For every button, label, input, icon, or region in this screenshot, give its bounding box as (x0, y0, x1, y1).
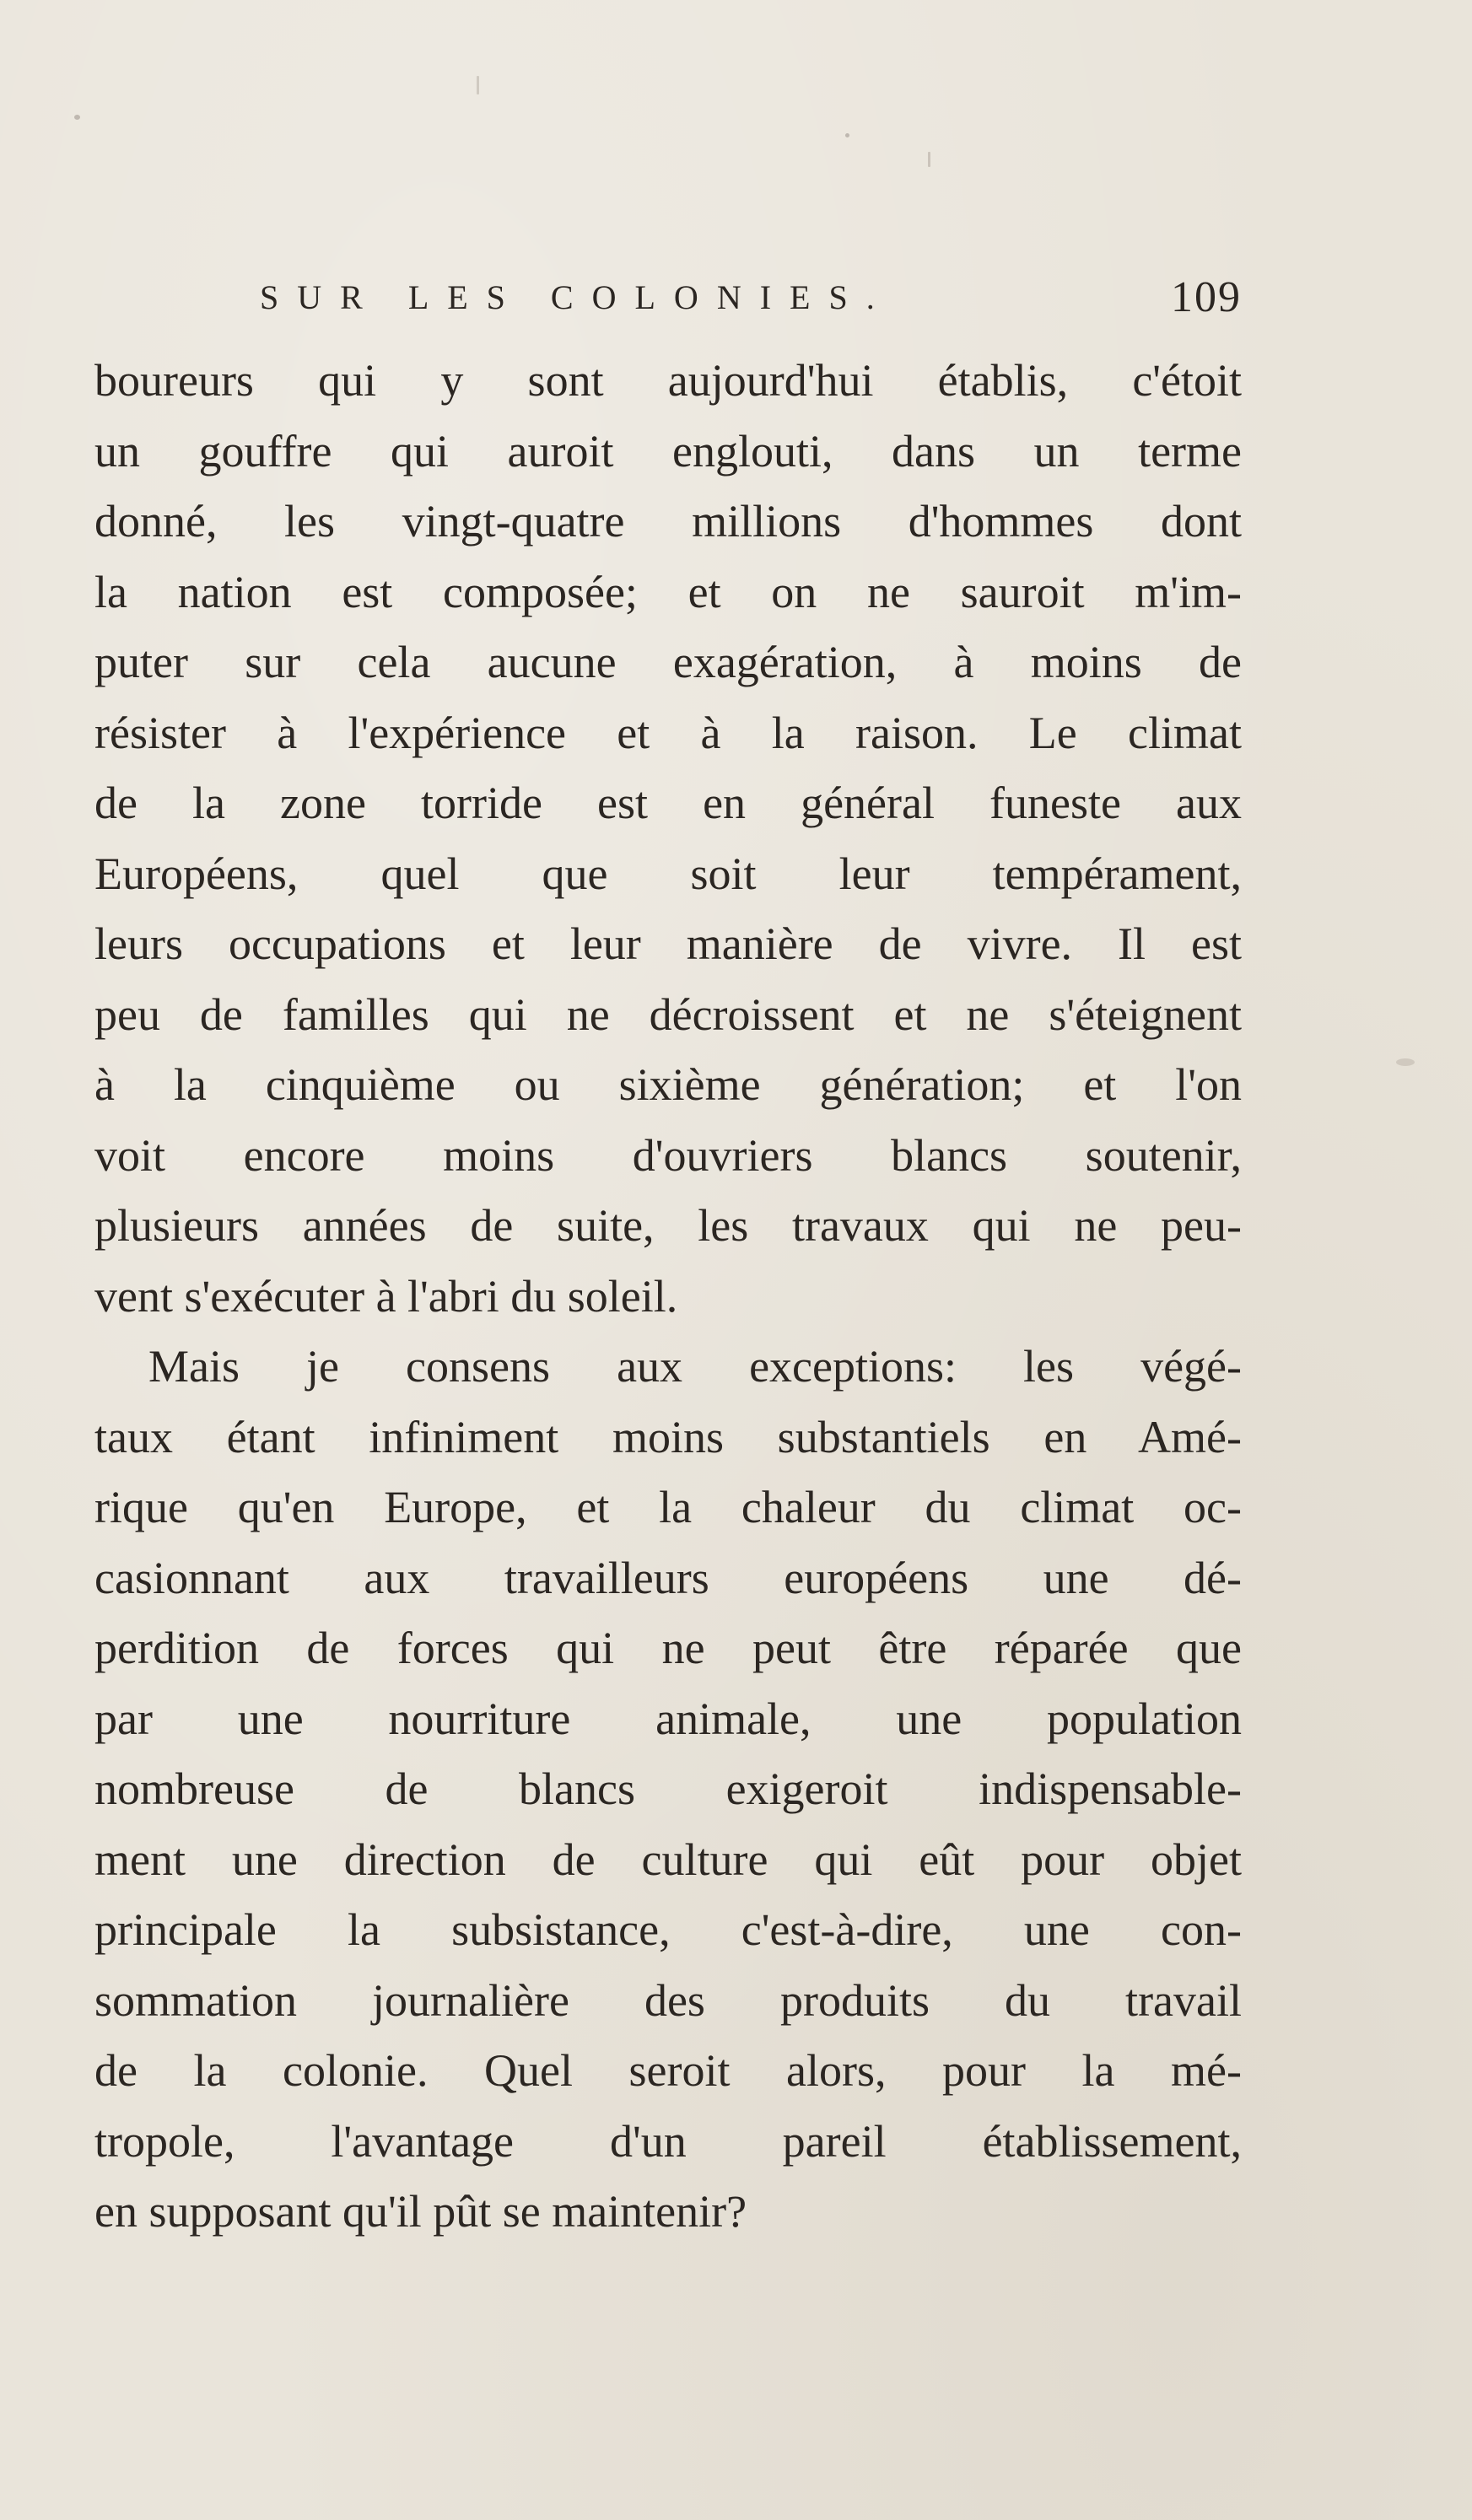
text-line: à la cinquième ou sixième génération; et l'on (94, 1059, 1242, 1110)
text-line: en supposant qu'il pût se maintenir? (94, 2186, 747, 2237)
text-line: Mais je consens aux exceptions: les végé- (148, 1341, 1242, 1392)
text-line: sommation journalière des produits du travail (94, 1974, 1242, 2026)
body-text (94, 346, 1242, 2248)
paper-speck (928, 152, 930, 167)
text-line: peu de familles qui ne décroissent et ne s'éteignent (94, 988, 1242, 1040)
text-line: ment une direction de culture qui eût pour objet (94, 1833, 1242, 1885)
paragraph (94, 346, 1242, 1332)
text-line: tropole, l'avantage d'un pareil établissement, (94, 2115, 1242, 2167)
text-line: un gouffre qui auroit englouti, dans un terme (94, 425, 1242, 477)
text-line: de la zone torride est en général funeste aux (94, 778, 1242, 828)
text-line: leurs occupations et leur manière de vivre. Il est (94, 918, 1242, 969)
text-line: plusieurs années de suite, les travaux qui ne peu- (94, 1200, 1242, 1251)
text-line: de la colonie. Quel seroit alors, pour la mé- (94, 2045, 1242, 2096)
running-title: SUR LES COLONIES. (260, 278, 893, 316)
text-line: résister à l'expérience et à la raison. Le climat (94, 707, 1242, 758)
text-line: vent s'exécuter à l'abri du soleil. (94, 1270, 678, 1322)
text-line: principale la subsistance, c'est-à-dire, une con- (94, 1904, 1242, 1955)
text-line: par une nourriture animale, une population (94, 1693, 1242, 1744)
paragraph (94, 1332, 1242, 2248)
paper-speck (74, 115, 80, 120)
text-line: rique qu'en Europe, et la chaleur du climat oc- (94, 1482, 1242, 1532)
text-line: taux étant infiniment moins substantiels en Amé- (94, 1411, 1242, 1462)
paper-speck (845, 133, 849, 137)
running-head (94, 268, 1242, 327)
text-line: puter sur cela aucune exagération, à moins de (94, 637, 1242, 687)
text-line: la nation est composée; et on ne sauroit m'im- (94, 566, 1242, 617)
paper-speck (477, 76, 479, 94)
text-line: casionnant aux travailleurs européens une dé- (94, 1552, 1242, 1603)
text-line: voit encore moins d'ouvriers blancs soutenir, (94, 1129, 1242, 1181)
text-line: Européens, quel que soit leur tempérament, (94, 848, 1242, 899)
page-number: 109 (1171, 273, 1242, 321)
text-line: perdition de forces qui ne peut être réparée que (94, 1623, 1242, 1673)
text-line: boureurs qui y sont aujourd'hui établis, c'étoit (94, 355, 1242, 406)
text-line: donné, les vingt-quatre millions d'hommes dont (94, 496, 1242, 547)
paper-speck (1396, 1058, 1415, 1066)
text-line: nombreuse de blancs exigeroit indispensable- (94, 1763, 1242, 1814)
